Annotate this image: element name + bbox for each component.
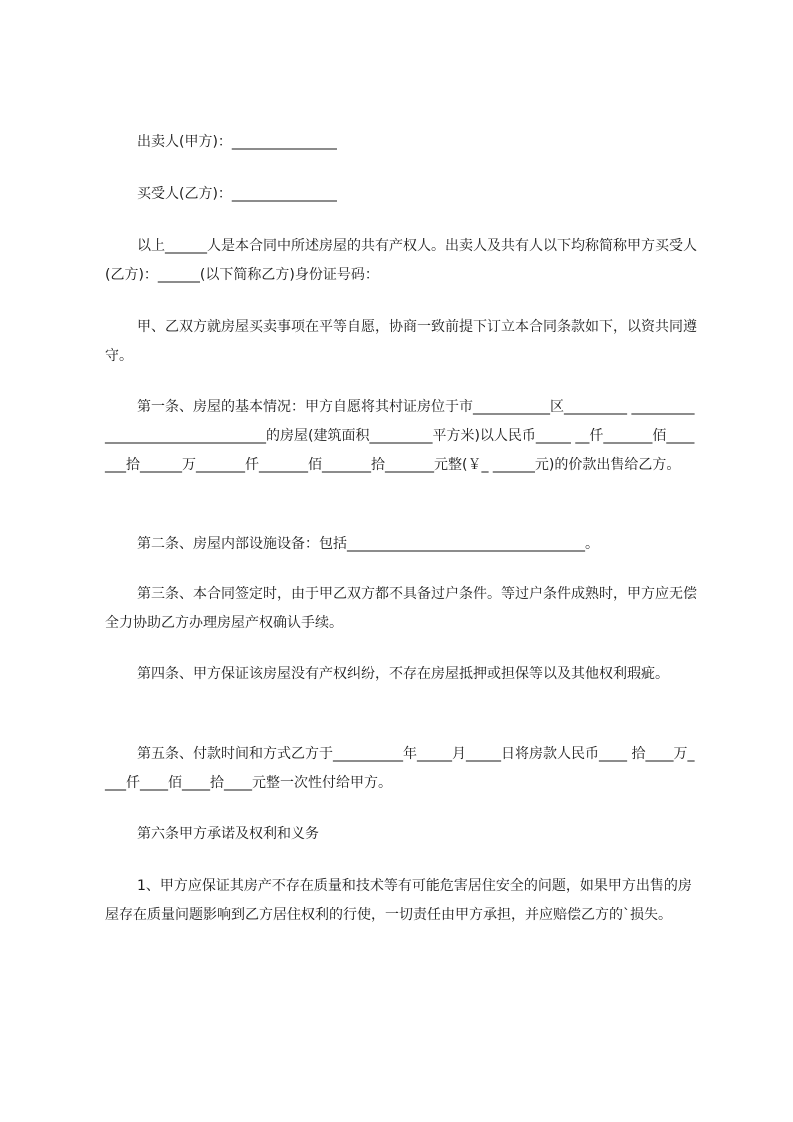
article-6-item-1: 1、甲方应保证其房产不存在质量和技术等有可能危害居住安全的问题，如果甲方出售的房屋存在质量问题影响到乙方居住权利的行使，一切责任由甲方承担，并应赔偿乙方的`损失。 xyxy=(105,878,692,923)
seller-line: 出卖人(甲方)：_______________ xyxy=(137,134,337,150)
article-5-paragraph: 第五条、付款时间和方式乙方于__________年_____月_____日将房款人民币____ 拾____万____仟____佰____拾____元整一次性付给甲方。 xyxy=(105,746,695,791)
article-2-paragraph: 第二条、房屋内部设施设备：包括__________________________________。 xyxy=(137,536,599,552)
article-4-paragraph: 第四条、甲方保证该房屋没有产权纠纷，不存在房屋抵押或担保等以及其他权利瑕疵。 xyxy=(137,666,669,682)
preamble-paragraph: 甲、乙双方就房屋买卖事项在平等自愿，协商一致前提下订立本合同条款如下，以资共同遵守。 xyxy=(105,319,697,364)
buyer-line: 买受人(乙方)：_______________ xyxy=(137,186,337,202)
article-6-title: 第六条甲方承诺及权利和义务 xyxy=(137,826,319,842)
article-3-paragraph: 第三条、本合同签定时，由于甲乙双方都不具备过户条件。等过户条件成熟时，甲方应无偿全力协助乙方办理房屋产权确认手续。 xyxy=(105,586,697,631)
article-1-paragraph: 第一条、房屋的基本情况：甲方自愿将其村证房位于市___________区_________ ________________________________的房屋(建筑面积_________平方米)以人民币_____ __仟_______佰_______拾______万_______仟_______佰_______拾_______元整(￥_ ______元)的价款出售给乙方。 xyxy=(105,399,695,473)
co-owner-clause: 以上______人是本合同中所述房屋的共有产权人。出卖人及共有人以下均称简称甲方买受人(乙方)：______(以下简称乙方)身份证号码： xyxy=(105,238,697,283)
